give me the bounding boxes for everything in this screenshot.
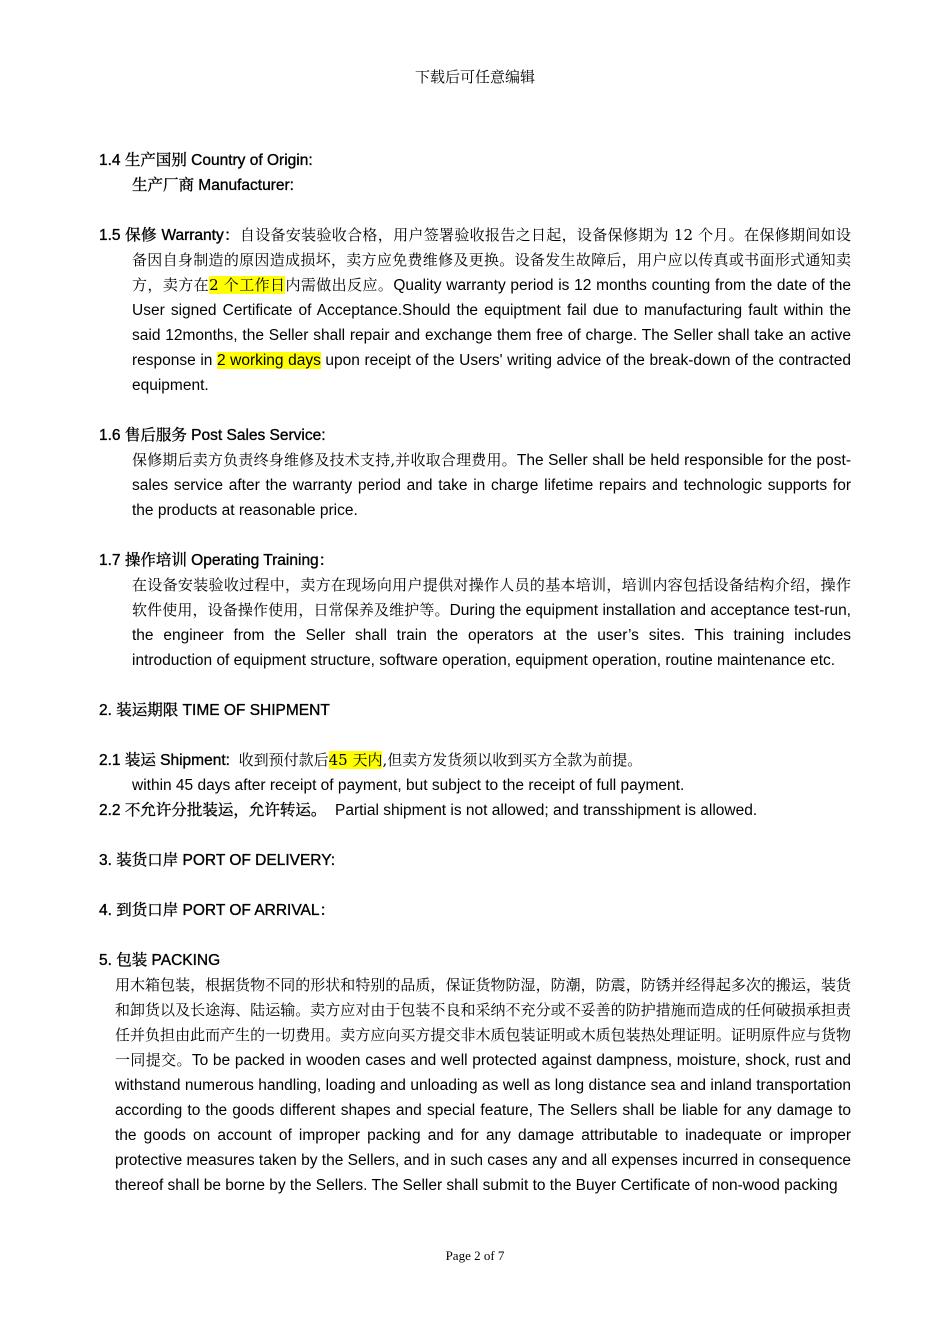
warranty-zh-text: 自设备安装验收合格，用户签署验收报告之日起，设备保修期为 12 个月。在保修期间如设备因自身制造的原因造成损坏，卖方应免费维修及更换。设备发生故障后，用户应以传真或书面形式通知卖方，卖方在: [132, 226, 851, 294]
section-5: [99, 948, 851, 1198]
section-1-6-title: 1.6 售后服务 Post Sales Service:: [99, 427, 326, 444]
highlight-2-working-days-zh: 2 个工作日: [209, 276, 286, 294]
page-header: 下载后可任意编辑: [414, 68, 535, 86]
warranty-en-text: Quality warranty period is 12 months counting from the date of the User signed Certificate of Acceptance.Should the equiptment fail due to manufacturing fault within the said 12months, the Seller shall repair and exchange them free of charge. The Seller shall take an active response in: [132, 277, 852, 369]
packing-title: 5. 包装 PACKING: [99, 952, 221, 969]
shipment-en-text: within 45 days after receipt of payment, but subject to the receipt of full payment.: [132, 777, 685, 794]
document-body: [99, 148, 851, 1198]
port-of-arrival-title: 4. 到货口岸 PORT OF ARRIVAL：: [99, 902, 335, 919]
section-1-6: [99, 423, 851, 523]
manufacturer-label: 生产厂商 Manufacturer:: [132, 177, 294, 194]
section-1-4-title: 1.4 生产国别 Country of Origin:: [99, 152, 313, 169]
warranty-en-text-end: upon receipt of the Users' writing advice of the break-down of the contracted equipment.: [132, 352, 851, 394]
post-sales-en-text: The Seller shall be held responsible for the post-sales service after the warranty period and take in charge lifetime repairs and technologic supports for the products at reasonable price.: [132, 452, 851, 519]
section-1-4: [99, 148, 851, 198]
partial-shipment-en-text: Partial shipment is not allowed; and transshipment is allowed.: [334, 802, 758, 819]
section-2-2-title: 2.2 不允许分批装运，允许转运。: [99, 802, 327, 819]
training-zh-text: 在设备安装验收过程中，卖方在现场向用户提供对操作人员的基本培训，培训内容包括设备结构介绍，操作软件使用，设备操作使用，日常保养及维护等。: [132, 576, 851, 619]
section-1-7: [99, 548, 851, 673]
highlight-45-days: 45 天内: [328, 751, 383, 769]
section-4: [99, 898, 851, 923]
shipment-zh-text: 收到预付款后: [238, 751, 329, 769]
time-of-shipment-title: 2. 装运期限 TIME OF SHIPMENT: [99, 702, 330, 719]
section-1-7-title: 1.7 操作培训 Operating Training：: [99, 552, 335, 569]
section-2-2: [99, 798, 851, 823]
section-3: [99, 848, 851, 873]
section-1-5: [99, 223, 851, 398]
post-sales-zh-text: 保修期后卖方负责终身维修及技术支持,并收取合理费用。: [132, 451, 517, 469]
training-en-text: During the equipment installation and acceptance test-run, the engineer from the Seller shall train the operators at the user’s sites. This training includes introduction of equipment structure, software operation, equipment operation, routine maintenance etc.: [132, 602, 851, 669]
highlight-2-working-days-en: 2 working days: [216, 352, 321, 369]
section-1-5-title: 1.5 保修 Warranty：: [99, 227, 240, 244]
packing-en-text: To be packed in wooden cases and well protected against dampness, moisture, shock, rust and withstand numerous handling, loading and unloading as well as long distance sea and inland transportation according to the goods different shapes and special feature, The Sellers shall be liable for any damage to the goods on account of improper packing and for any damage attributable to inadequate or improper protective measures taken by the Sellers, and in such cases any and all expenses incurred in consequence thereof shall be borne by the Sellers. The Seller shall submit to the Buyer Certificate of non-wood packing: [115, 1052, 851, 1194]
section-2-title: [99, 698, 851, 723]
packing-zh-text: 用木箱包装，根据货物不同的形状和特别的品质，保证货物防湿，防潮，防震，防锈并经得起多次的搬运，装货和卸货以及长途海、陆运输。卖方应对由于包装不良和采纳不充分或不妥善的防护措施而造成的任何破损承担责任并负担由此而产生的一切费用。卖方应向买方提交非木质包装证明或木质包装热处理证明。证明原件应与货物一同提交。: [115, 976, 851, 1069]
page-footer: Page 2 of 7: [445, 1248, 505, 1263]
section-2-1-title: 2.1 装运 Shipment:: [99, 752, 230, 769]
port-of-delivery-title: 3. 装货口岸 PORT OF DELIVERY:: [99, 852, 336, 869]
section-2-1: [99, 748, 851, 798]
warranty-zh-text-end: 内需做出反应。: [285, 276, 394, 294]
shipment-zh-text-end: ,但卖方发货须以收到买方全款为前提。: [382, 751, 643, 769]
